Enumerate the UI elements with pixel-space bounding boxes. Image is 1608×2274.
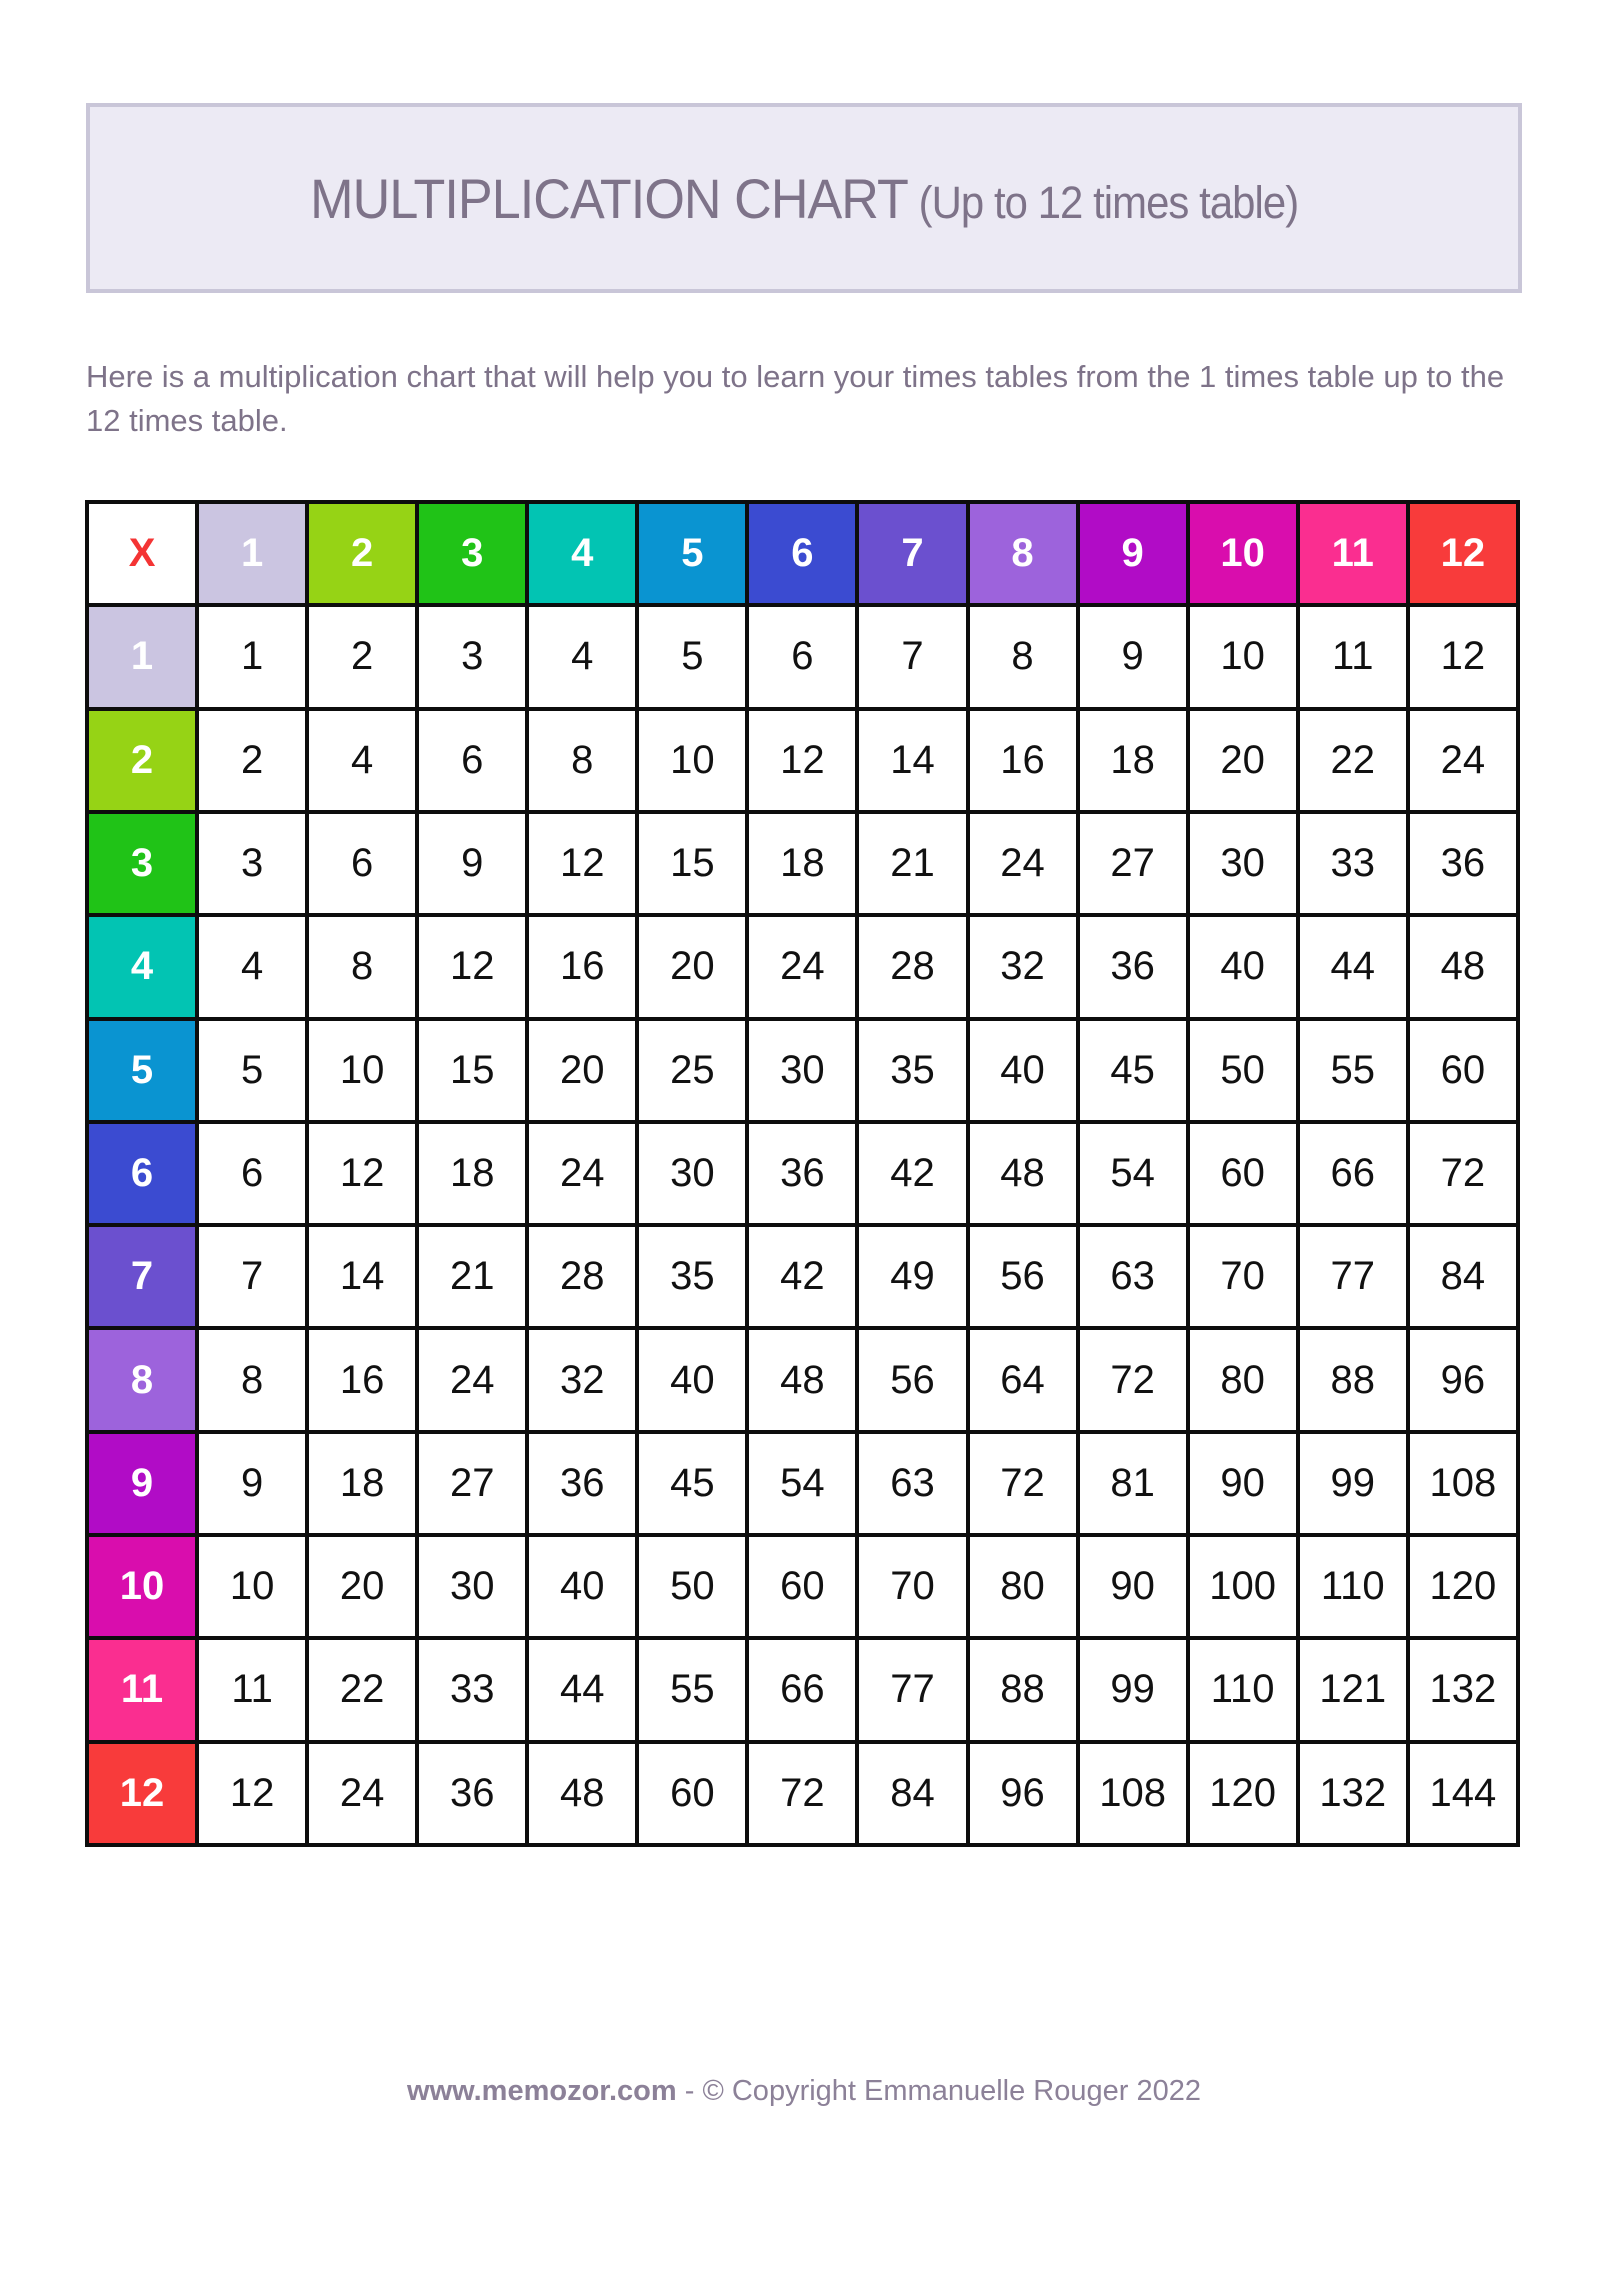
product-cell-7x3: 21 (417, 1225, 527, 1328)
product-cell-9x7: 63 (857, 1432, 967, 1535)
product-cell-11x10: 110 (1188, 1638, 1298, 1741)
product-cell-4x9: 36 (1078, 915, 1188, 1018)
product-cell-11x3: 33 (417, 1638, 527, 1741)
product-cell-3x4: 12 (527, 812, 637, 915)
product-cell-5x5: 25 (637, 1019, 747, 1122)
product-cell-12x11: 132 (1298, 1742, 1408, 1845)
row-header-3: 3 (87, 812, 197, 915)
row-header-2: 2 (87, 709, 197, 812)
product-cell-9x12: 108 (1408, 1432, 1518, 1535)
product-cell-2x3: 6 (417, 709, 527, 812)
product-cell-7x7: 49 (857, 1225, 967, 1328)
product-cell-7x9: 63 (1078, 1225, 1188, 1328)
product-cell-3x9: 27 (1078, 812, 1188, 915)
product-cell-2x12: 24 (1408, 709, 1518, 812)
product-cell-10x1: 10 (197, 1535, 307, 1638)
page-title (310, 166, 1298, 231)
product-cell-5x12: 60 (1408, 1019, 1518, 1122)
table-row-8 (87, 1328, 1518, 1431)
product-cell-6x12: 72 (1408, 1122, 1518, 1225)
footer-site-url: www.memozor.com (407, 2074, 677, 2107)
table-row-1 (87, 605, 1518, 708)
product-cell-10x4: 40 (527, 1535, 637, 1638)
product-cell-7x10: 70 (1188, 1225, 1298, 1328)
product-cell-12x9: 108 (1078, 1742, 1188, 1845)
product-cell-9x9: 81 (1078, 1432, 1188, 1535)
product-cell-8x7: 56 (857, 1328, 967, 1431)
product-cell-5x3: 15 (417, 1019, 527, 1122)
product-cell-8x1: 8 (197, 1328, 307, 1431)
product-cell-4x3: 12 (417, 915, 527, 1018)
product-cell-2x11: 22 (1298, 709, 1408, 812)
product-cell-1x2: 2 (307, 605, 417, 708)
product-cell-11x11: 121 (1298, 1638, 1408, 1741)
table-row-5 (87, 1019, 1518, 1122)
corner-x-symbol: X (87, 502, 197, 605)
product-cell-9x5: 45 (637, 1432, 747, 1535)
col-header-10: 10 (1188, 502, 1298, 605)
product-cell-2x6: 12 (747, 709, 857, 812)
product-cell-4x6: 24 (747, 915, 857, 1018)
product-cell-6x6: 36 (747, 1122, 857, 1225)
col-header-9: 9 (1078, 502, 1188, 605)
product-cell-12x12: 144 (1408, 1742, 1518, 1845)
product-cell-3x1: 3 (197, 812, 307, 915)
product-cell-11x7: 77 (857, 1638, 967, 1741)
col-header-2: 2 (307, 502, 417, 605)
product-cell-5x7: 35 (857, 1019, 967, 1122)
product-cell-5x10: 50 (1188, 1019, 1298, 1122)
table-row-7 (87, 1225, 1518, 1328)
product-cell-1x8: 8 (968, 605, 1078, 708)
product-cell-1x12: 12 (1408, 605, 1518, 708)
product-cell-10x6: 60 (747, 1535, 857, 1638)
product-cell-10x7: 70 (857, 1535, 967, 1638)
product-cell-4x11: 44 (1298, 915, 1408, 1018)
product-cell-1x1: 1 (197, 605, 307, 708)
col-header-4: 4 (527, 502, 637, 605)
product-cell-7x6: 42 (747, 1225, 857, 1328)
product-cell-10x9: 90 (1078, 1535, 1188, 1638)
table-row-3 (87, 812, 1518, 915)
product-cell-11x2: 22 (307, 1638, 417, 1741)
product-cell-1x11: 11 (1298, 605, 1408, 708)
product-cell-3x8: 24 (968, 812, 1078, 915)
product-cell-6x7: 42 (857, 1122, 967, 1225)
product-cell-6x11: 66 (1298, 1122, 1408, 1225)
product-cell-9x11: 99 (1298, 1432, 1408, 1535)
product-cell-5x1: 5 (197, 1019, 307, 1122)
product-cell-8x10: 80 (1188, 1328, 1298, 1431)
product-cell-12x7: 84 (857, 1742, 967, 1845)
product-cell-4x1: 4 (197, 915, 307, 1018)
intro-paragraph: Here is a multiplication chart that will help you to learn your times tables from the 1 times table up to the 12 times table. (86, 359, 1505, 439)
row-header-8: 8 (87, 1328, 197, 1431)
product-cell-5x8: 40 (968, 1019, 1078, 1122)
col-header-5: 5 (637, 502, 747, 605)
page-title-main: MULTIPLICATION CHART (309, 166, 908, 230)
product-cell-2x2: 4 (307, 709, 417, 812)
product-cell-4x2: 8 (307, 915, 417, 1018)
product-cell-9x10: 90 (1188, 1432, 1298, 1535)
product-cell-8x5: 40 (637, 1328, 747, 1431)
product-cell-12x10: 120 (1188, 1742, 1298, 1845)
product-cell-1x5: 5 (637, 605, 747, 708)
footer (0, 2075, 1608, 2108)
product-cell-6x1: 6 (197, 1122, 307, 1225)
table-row-6 (87, 1122, 1518, 1225)
product-cell-9x6: 54 (747, 1432, 857, 1535)
table-row-11 (87, 1638, 1518, 1741)
product-cell-6x4: 24 (527, 1122, 637, 1225)
product-cell-6x3: 18 (417, 1122, 527, 1225)
product-cell-11x9: 99 (1078, 1638, 1188, 1741)
product-cell-2x10: 20 (1188, 709, 1298, 812)
product-cell-3x3: 9 (417, 812, 527, 915)
table-row-9 (87, 1432, 1518, 1535)
product-cell-8x12: 96 (1408, 1328, 1518, 1431)
product-cell-10x8: 80 (968, 1535, 1078, 1638)
product-cell-5x6: 30 (747, 1019, 857, 1122)
col-header-12: 12 (1408, 502, 1518, 605)
product-cell-12x6: 72 (747, 1742, 857, 1845)
product-cell-10x11: 110 (1298, 1535, 1408, 1638)
row-header-12: 12 (87, 1742, 197, 1845)
product-cell-2x1: 2 (197, 709, 307, 812)
product-cell-5x9: 45 (1078, 1019, 1188, 1122)
product-cell-9x2: 18 (307, 1432, 417, 1535)
product-cell-3x11: 33 (1298, 812, 1408, 915)
row-header-11: 11 (87, 1638, 197, 1741)
product-cell-8x6: 48 (747, 1328, 857, 1431)
product-cell-2x7: 14 (857, 709, 967, 812)
product-cell-5x2: 10 (307, 1019, 417, 1122)
product-cell-4x4: 16 (527, 915, 637, 1018)
page-title-suffix: (Up to 12 times table) (907, 176, 1299, 228)
product-cell-3x7: 21 (857, 812, 967, 915)
product-cell-1x7: 7 (857, 605, 967, 708)
product-cell-4x8: 32 (968, 915, 1078, 1018)
col-header-8: 8 (968, 502, 1078, 605)
table-row-4 (87, 915, 1518, 1018)
product-cell-7x4: 28 (527, 1225, 637, 1328)
product-cell-11x8: 88 (968, 1638, 1078, 1741)
product-cell-9x3: 27 (417, 1432, 527, 1535)
product-cell-11x1: 11 (197, 1638, 307, 1741)
product-cell-8x2: 16 (307, 1328, 417, 1431)
row-header-5: 5 (87, 1019, 197, 1122)
row-header-4: 4 (87, 915, 197, 1018)
product-cell-1x9: 9 (1078, 605, 1188, 708)
product-cell-1x10: 10 (1188, 605, 1298, 708)
product-cell-3x6: 18 (747, 812, 857, 915)
product-cell-12x1: 12 (197, 1742, 307, 1845)
product-cell-9x1: 9 (197, 1432, 307, 1535)
col-header-11: 11 (1298, 502, 1408, 605)
header-row (87, 502, 1518, 605)
product-cell-12x8: 96 (968, 1742, 1078, 1845)
product-cell-5x4: 20 (527, 1019, 637, 1122)
col-header-6: 6 (747, 502, 857, 605)
product-cell-7x12: 84 (1408, 1225, 1518, 1328)
row-header-7: 7 (87, 1225, 197, 1328)
product-cell-3x12: 36 (1408, 812, 1518, 915)
row-header-1: 1 (87, 605, 197, 708)
product-cell-4x10: 40 (1188, 915, 1298, 1018)
product-cell-11x4: 44 (527, 1638, 637, 1741)
product-cell-2x5: 10 (637, 709, 747, 812)
product-cell-11x12: 132 (1408, 1638, 1518, 1741)
product-cell-10x3: 30 (417, 1535, 527, 1638)
product-cell-8x8: 64 (968, 1328, 1078, 1431)
product-cell-4x7: 28 (857, 915, 967, 1018)
product-cell-8x9: 72 (1078, 1328, 1188, 1431)
product-cell-9x4: 36 (527, 1432, 637, 1535)
product-cell-3x5: 15 (637, 812, 747, 915)
product-cell-4x12: 48 (1408, 915, 1518, 1018)
col-header-3: 3 (417, 502, 527, 605)
product-cell-6x5: 30 (637, 1122, 747, 1225)
product-cell-9x8: 72 (968, 1432, 1078, 1535)
product-cell-12x5: 60 (637, 1742, 747, 1845)
product-cell-12x2: 24 (307, 1742, 417, 1845)
product-cell-8x11: 88 (1298, 1328, 1408, 1431)
multiplication-table (85, 500, 1520, 1847)
product-cell-6x8: 48 (968, 1122, 1078, 1225)
product-cell-6x2: 12 (307, 1122, 417, 1225)
product-cell-1x4: 4 (527, 605, 637, 708)
table-row-2 (87, 709, 1518, 812)
product-cell-11x6: 66 (747, 1638, 857, 1741)
product-cell-12x4: 48 (527, 1742, 637, 1845)
row-header-9: 9 (87, 1432, 197, 1535)
col-header-1: 1 (197, 502, 307, 605)
product-cell-2x8: 16 (968, 709, 1078, 812)
table-body (87, 605, 1518, 1845)
product-cell-10x12: 120 (1408, 1535, 1518, 1638)
product-cell-10x10: 100 (1188, 1535, 1298, 1638)
col-header-7: 7 (857, 502, 967, 605)
product-cell-7x8: 56 (968, 1225, 1078, 1328)
table-row-10 (87, 1535, 1518, 1638)
product-cell-7x2: 14 (307, 1225, 417, 1328)
title-banner (86, 103, 1522, 293)
product-cell-2x9: 18 (1078, 709, 1188, 812)
product-cell-12x3: 36 (417, 1742, 527, 1845)
product-cell-1x3: 3 (417, 605, 527, 708)
product-cell-2x4: 8 (527, 709, 637, 812)
table-row-12 (87, 1742, 1518, 1845)
product-cell-10x5: 50 (637, 1535, 747, 1638)
product-cell-8x3: 24 (417, 1328, 527, 1431)
product-cell-6x9: 54 (1078, 1122, 1188, 1225)
product-cell-3x10: 30 (1188, 812, 1298, 915)
product-cell-3x2: 6 (307, 812, 417, 915)
product-cell-4x5: 20 (637, 915, 747, 1018)
footer-copyright: - © Copyright Emmanuelle Rouger 2022 (676, 2074, 1201, 2107)
row-header-6: 6 (87, 1122, 197, 1225)
product-cell-7x5: 35 (637, 1225, 747, 1328)
product-cell-10x2: 20 (307, 1535, 417, 1638)
product-cell-7x11: 77 (1298, 1225, 1408, 1328)
row-header-10: 10 (87, 1535, 197, 1638)
product-cell-7x1: 7 (197, 1225, 307, 1328)
product-cell-11x5: 55 (637, 1638, 747, 1741)
product-cell-8x4: 32 (527, 1328, 637, 1431)
product-cell-1x6: 6 (747, 605, 857, 708)
product-cell-5x11: 55 (1298, 1019, 1408, 1122)
product-cell-6x10: 60 (1188, 1122, 1298, 1225)
